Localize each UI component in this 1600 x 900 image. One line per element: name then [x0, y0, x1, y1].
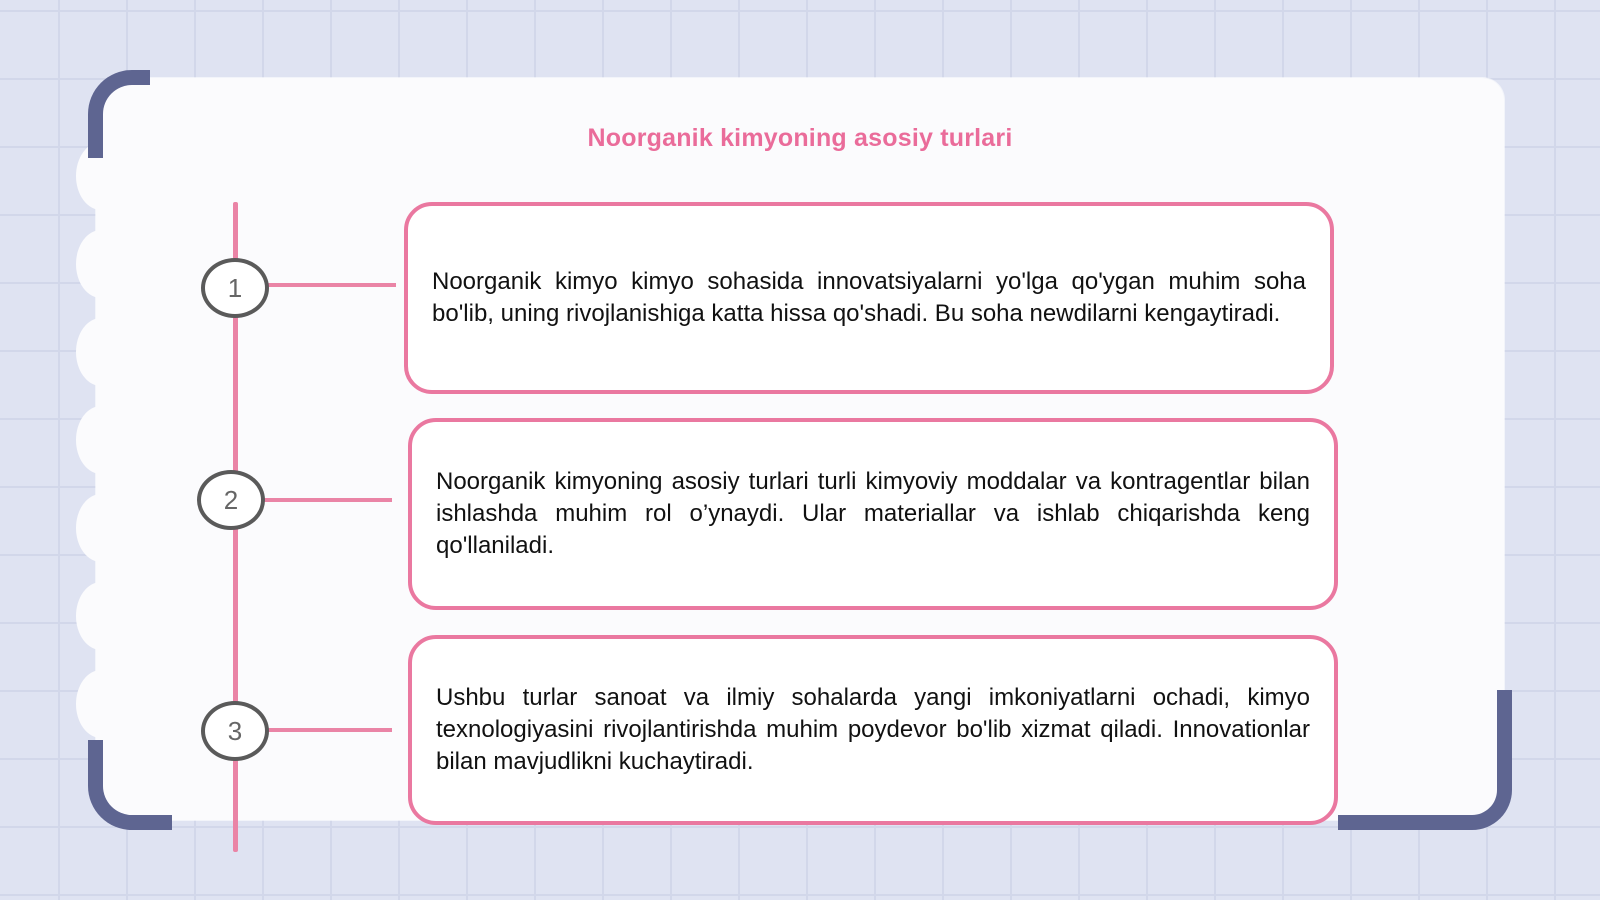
step-number-2: 2: [197, 470, 265, 530]
step-number-3: 3: [201, 701, 269, 761]
scallop-edge: [76, 406, 126, 474]
bracket-bottom-left: [88, 740, 172, 830]
text-card-1: [404, 202, 1334, 394]
scallop-edge: [76, 318, 126, 386]
scallop-edge: [76, 670, 126, 738]
text-card-2: [408, 418, 1338, 610]
step-number-1: 1: [201, 258, 269, 318]
connector-line: [266, 283, 396, 287]
text-card-3: [408, 635, 1338, 825]
connector-line: [266, 728, 392, 732]
scallop-edge: [76, 494, 126, 562]
slide-title: Noorganik kimyoning asosiy turlari: [587, 124, 1013, 152]
card-text: Noorganik kimyo kimyo sohasida innovatsiyalarni yo'lga qo'ygan muhim soha bo'lib, uning rivojlanishiga katta hissa qo'shadi. Bu soha newdilarni kengaytiradi.: [432, 268, 1306, 327]
bracket-bottom-right: [1338, 690, 1512, 830]
scallop-edge: [76, 582, 126, 650]
scallop-edge: [76, 230, 126, 298]
connector-line: [262, 498, 392, 502]
card-text: Noorganik kimyoning asosiy turlari turli kimyoviy moddalar va kontragentlar bilan ishlashda muhim rol o’ynaydi. Ular materiallar va ishlab chiqarishda keng qo'llaniladi.: [436, 468, 1310, 559]
card-text: Ushbu turlar sanoat va ilmiy sohalarda yangi imkoniyatlarni ochadi, kimyo texnologiyasini rivojlantirishda muhim poydevor bo'lib xizmat qiladi. Innovationlar bilan mavjudlikni kuchaytiradi.: [436, 684, 1310, 775]
